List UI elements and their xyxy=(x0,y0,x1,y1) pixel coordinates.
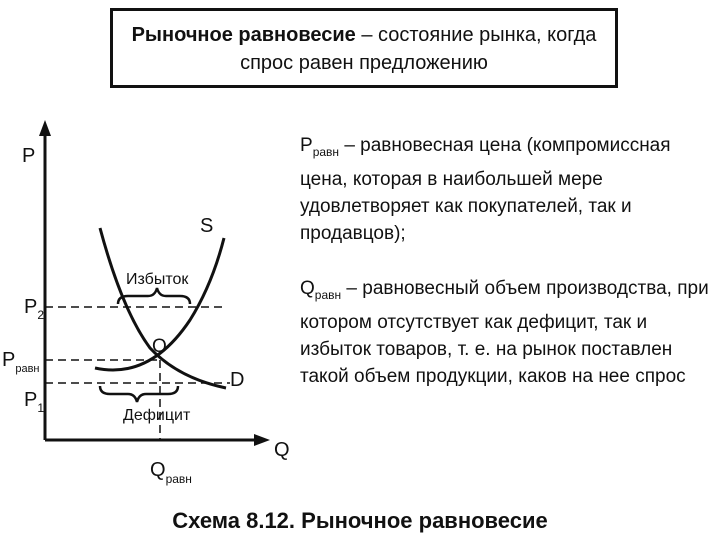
y-axis-label: P xyxy=(22,145,36,167)
surplus-brace xyxy=(118,288,190,304)
p1-label: $P_1$ xyxy=(24,389,45,415)
equilibrium-quantity-label: $Q_{равн}$ xyxy=(150,459,192,486)
supply-label: S xyxy=(200,215,214,237)
equilibrium-diagram xyxy=(0,110,300,500)
definition-term: Рыночное равновесие xyxy=(131,24,356,46)
y-axis-arrow xyxy=(39,120,51,136)
x-axis-arrow xyxy=(254,434,270,446)
demand-label: D xyxy=(230,369,245,391)
definition-dash: – xyxy=(355,24,379,46)
equilibrium-price-label: $P_{равн}$ xyxy=(2,349,40,375)
figure-caption: Схема 8.12. Рыночное равновесие xyxy=(172,508,548,533)
demand-curve-d xyxy=(100,228,226,388)
surplus-label: Избыток xyxy=(126,271,189,288)
equilibrium-point-label: O xyxy=(152,336,167,357)
definition-text: состояние рынка, когда спрос равен предложению xyxy=(240,24,597,74)
deficit-label: Дефицит xyxy=(123,407,191,424)
definition-box xyxy=(110,8,618,88)
p2-label: $P_2$ xyxy=(24,296,45,322)
x-axis-label: Q xyxy=(274,439,290,461)
deficit-brace xyxy=(100,386,178,402)
equilibrium-price-note: $P_{равн}$ – равновесная цена (компромиссная цена, которая в наибольшей мере удовлетворяет как покупателей, так и продавцов); xyxy=(300,135,671,244)
notes-block xyxy=(300,132,712,418)
equilibrium-quantity-note: $Q_{равн}$ – равновесный объем производства, при котором отсутствует как дефицит, так и избыток товаров, т. е. на рынок поставлен такой объем продукции, каков на нее спрос xyxy=(300,277,709,387)
